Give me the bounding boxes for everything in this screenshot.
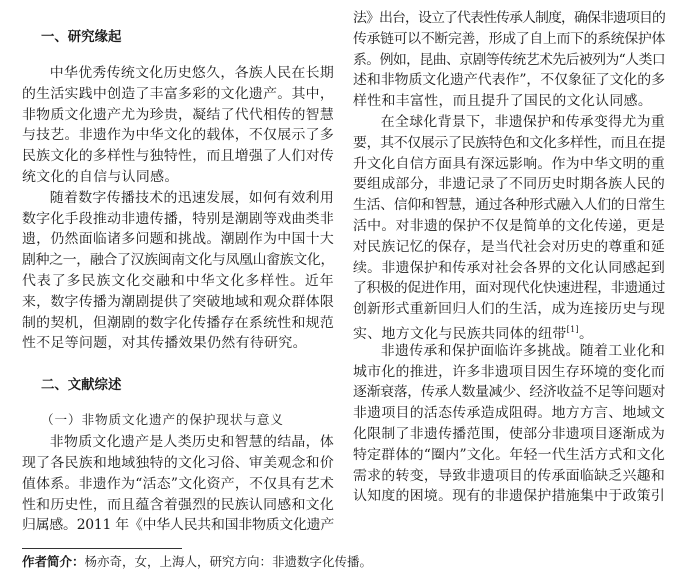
text-line: 剧种之一，融合了汉族闽南文化与凤凰山畲族文化， bbox=[22, 252, 334, 269]
text-line: 活中。对非遗的保护不仅是简单的文化传递，更是 bbox=[353, 217, 665, 234]
text-line-with-citation bbox=[353, 320, 665, 341]
text-line: 逐渐衰落，传承人数量减少、经济收益不足等问题对 bbox=[353, 384, 665, 401]
author-bio-text: 杨亦奇，女，上海人，研究方向：非遗数字化传播。 bbox=[84, 554, 373, 569]
text-line: 要，其不仅展示了民族特色和文化多样性，而且在提 bbox=[353, 134, 665, 151]
text-segment: 实、地方文化与民族共同体的纽带 bbox=[353, 325, 567, 341]
text-line: 民族文化的多样性与独特性，而且增强了人们对传 bbox=[22, 148, 334, 165]
text-line: 中华优秀传统文化历史悠久，各族人民在长期 bbox=[49, 65, 334, 81]
section-heading-literature-review: 二、文献综述 bbox=[41, 378, 122, 394]
text-line: 非遗传承和保护面临许多挑战。随着工业化和 bbox=[380, 342, 665, 359]
text-line: 性和历史性，而且蕴含着强烈的民族认同感和文化 bbox=[22, 496, 334, 513]
text-line: 遗，仍然面临诸多问题和挑战。潮剧作为中国十大 bbox=[22, 231, 334, 248]
text-line: 生活、信仰和智慧，通过各种形式融入人们的日常生 bbox=[353, 197, 665, 214]
paragraph-ich-definition bbox=[22, 432, 334, 536]
text-line: 创新形式重新回归人们的生活，成为连接历史与现 bbox=[353, 301, 665, 318]
text-line: 与技艺。非遗作为中华文化的载体，不仅展示了多 bbox=[22, 127, 334, 144]
left-column bbox=[22, 0, 334, 536]
text-line: 对民族记忆的保存，是当代社会对历史的尊重和延 bbox=[353, 238, 665, 255]
text-segment: 。 bbox=[579, 325, 594, 341]
text-line: 性不足等问题，对其传播效果仍然有待研究。 bbox=[22, 335, 307, 352]
text-line: 代表了多民族文化交融和中华文化多样性。近年 bbox=[22, 272, 334, 289]
text-line: 制的契机，但潮剧的数字化传播存在系统性和规范 bbox=[22, 314, 334, 331]
text-line: 述和非物质文化遗产代表作”，不仅象征了文化的多 bbox=[353, 72, 665, 89]
subsection-heading: （一）非物质文化遗产的保护现状与意义 bbox=[41, 412, 284, 428]
text-line: 随着数字传播技术的迅速发展，如何有效利用 bbox=[49, 189, 334, 206]
text-line: 现了各民族和地域独特的文化习俗、审美观念和价 bbox=[22, 454, 334, 471]
text-line: 升文化自信方面具有深远影响。作为中华文明的重 bbox=[353, 155, 665, 172]
paragraph-challenges bbox=[353, 341, 665, 507]
text-line: 需求的转变，导致非遗项目的传承面临缺乏兴趣和 bbox=[353, 467, 665, 484]
text-line: 数字化手段推动非遗传播，特别是潮剧等戏曲类非 bbox=[22, 210, 334, 227]
paragraph-law-continued bbox=[353, 8, 665, 112]
text-line: 非遗项目的活态传承造成阻碍。地方方言、地域文 bbox=[353, 405, 665, 422]
author-bio-footnote bbox=[22, 552, 372, 572]
right-column bbox=[353, 0, 665, 507]
text-line: 要组成部分，非遗记录了不同历史时期各族人民的 bbox=[353, 176, 665, 193]
text-line: 非物质文化遗产是人类历史和智慧的结晶，体 bbox=[49, 434, 334, 451]
text-line: 传承链可以不断完善，形成了自上而下的系统保护体 bbox=[353, 30, 665, 47]
text-line: 值体系。非遗作为“活态”文化资产，不仅具有艺术 bbox=[22, 475, 334, 492]
text-line: 样性和丰富性，而且提升了国民的文化认同感。 bbox=[353, 93, 653, 110]
text-line: 在全球化背景下，非遗保护和传承变得尤为重 bbox=[380, 113, 665, 130]
paragraph-globalization bbox=[353, 112, 665, 341]
author-bio-label: 作者简介： bbox=[22, 554, 85, 569]
footnote-divider bbox=[22, 548, 182, 549]
citation-marker: [1] bbox=[566, 324, 580, 334]
paragraph-digital-transmission bbox=[22, 188, 334, 354]
text-line: 化限制了非遗传播范围，使部分非遗项目逐渐成为 bbox=[353, 425, 665, 442]
text-line: 续。非遗保护和传承对社会各界的文化认同感起到 bbox=[353, 259, 665, 276]
text-line: 的生活实践中创造了丰富多彩的文化遗产。其中， bbox=[22, 85, 334, 102]
text-line: 认知度的困境。现有的非遗保护措施集中于政策引 bbox=[353, 488, 665, 505]
text-line: 城市化的推进，许多非遗项目因生存环境的变化而 bbox=[353, 363, 665, 380]
text-line: 法》出台，设立了代表性传承人制度，确保非遗项目的 bbox=[353, 10, 665, 26]
text-line: 特定群体的“圈内”文化。年轻一代生活方式和文化 bbox=[353, 446, 665, 463]
text-line: 了积极的促进作用，面对现代化快速进程，非遗通过 bbox=[353, 280, 665, 297]
text-line: 来，数字传播为潮剧提供了突破地域和观众群体限 bbox=[22, 293, 334, 310]
paragraph-intro bbox=[22, 63, 334, 188]
section-heading-research-origin: 一、研究缘起 bbox=[41, 30, 122, 45]
text-line: 归属感。2011 年《中华人民共和国非物质文化遗产 bbox=[22, 517, 334, 534]
text-line: 统文化的自信与认同感。 bbox=[22, 168, 179, 185]
text-line: 系。例如，昆曲、京剧等传统艺术先后被列为“人类口 bbox=[353, 51, 665, 68]
text-line: 非物质文化遗产尤为珍贵，凝结了代代相传的智慧 bbox=[22, 106, 334, 123]
